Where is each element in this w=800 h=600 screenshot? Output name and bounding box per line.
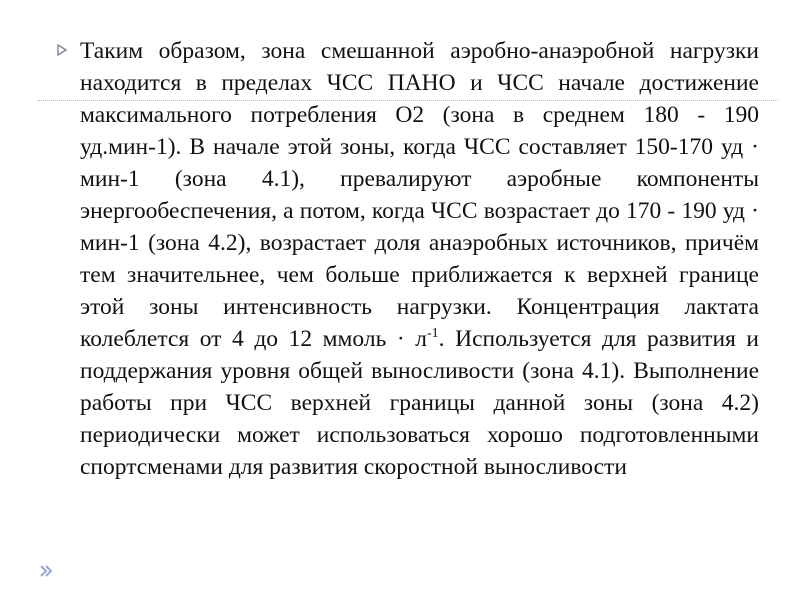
chevron-arrow-icon: [38, 563, 54, 579]
body-text-part1: Таким образом, зона смешанной аэробно-анаэробной нагрузки находится в пределах ЧСС ПАНО и ЧСС начале достижение максимального потребления О2 (зона в среднем 180 - 190 уд.мин-1). В начале этой зоны, когда ЧСС составляет 150-170 уд · мин-1 (зона 4.1), превалируют аэробные компоненты энергообеспечения, а потом, когда ЧСС возрастает до 170 - 190 уд · мин-1 (зона 4.2), возрастает доля анаэробных источников, причём тем значительнее, чем больше приближается к верхней границе этой зоны интенсивность нагрузки. Концентрация лактата колеблется от 4 до 12 ммоль · л: [80, 38, 759, 352]
superscript-minus-one: -1: [426, 326, 439, 342]
triangle-bullet-icon: [57, 44, 67, 56]
body-paragraph: [80, 35, 759, 483]
body-text-part2: . Используется для развития и поддержания уровня общей выносливости (зона 4.1). Выполнение работы при ЧСС верхней границы данной зоны (зона 4.2) периодически может использоваться хорошо подготовленными спортсменами для развития скоростной выносливости: [80, 326, 759, 480]
